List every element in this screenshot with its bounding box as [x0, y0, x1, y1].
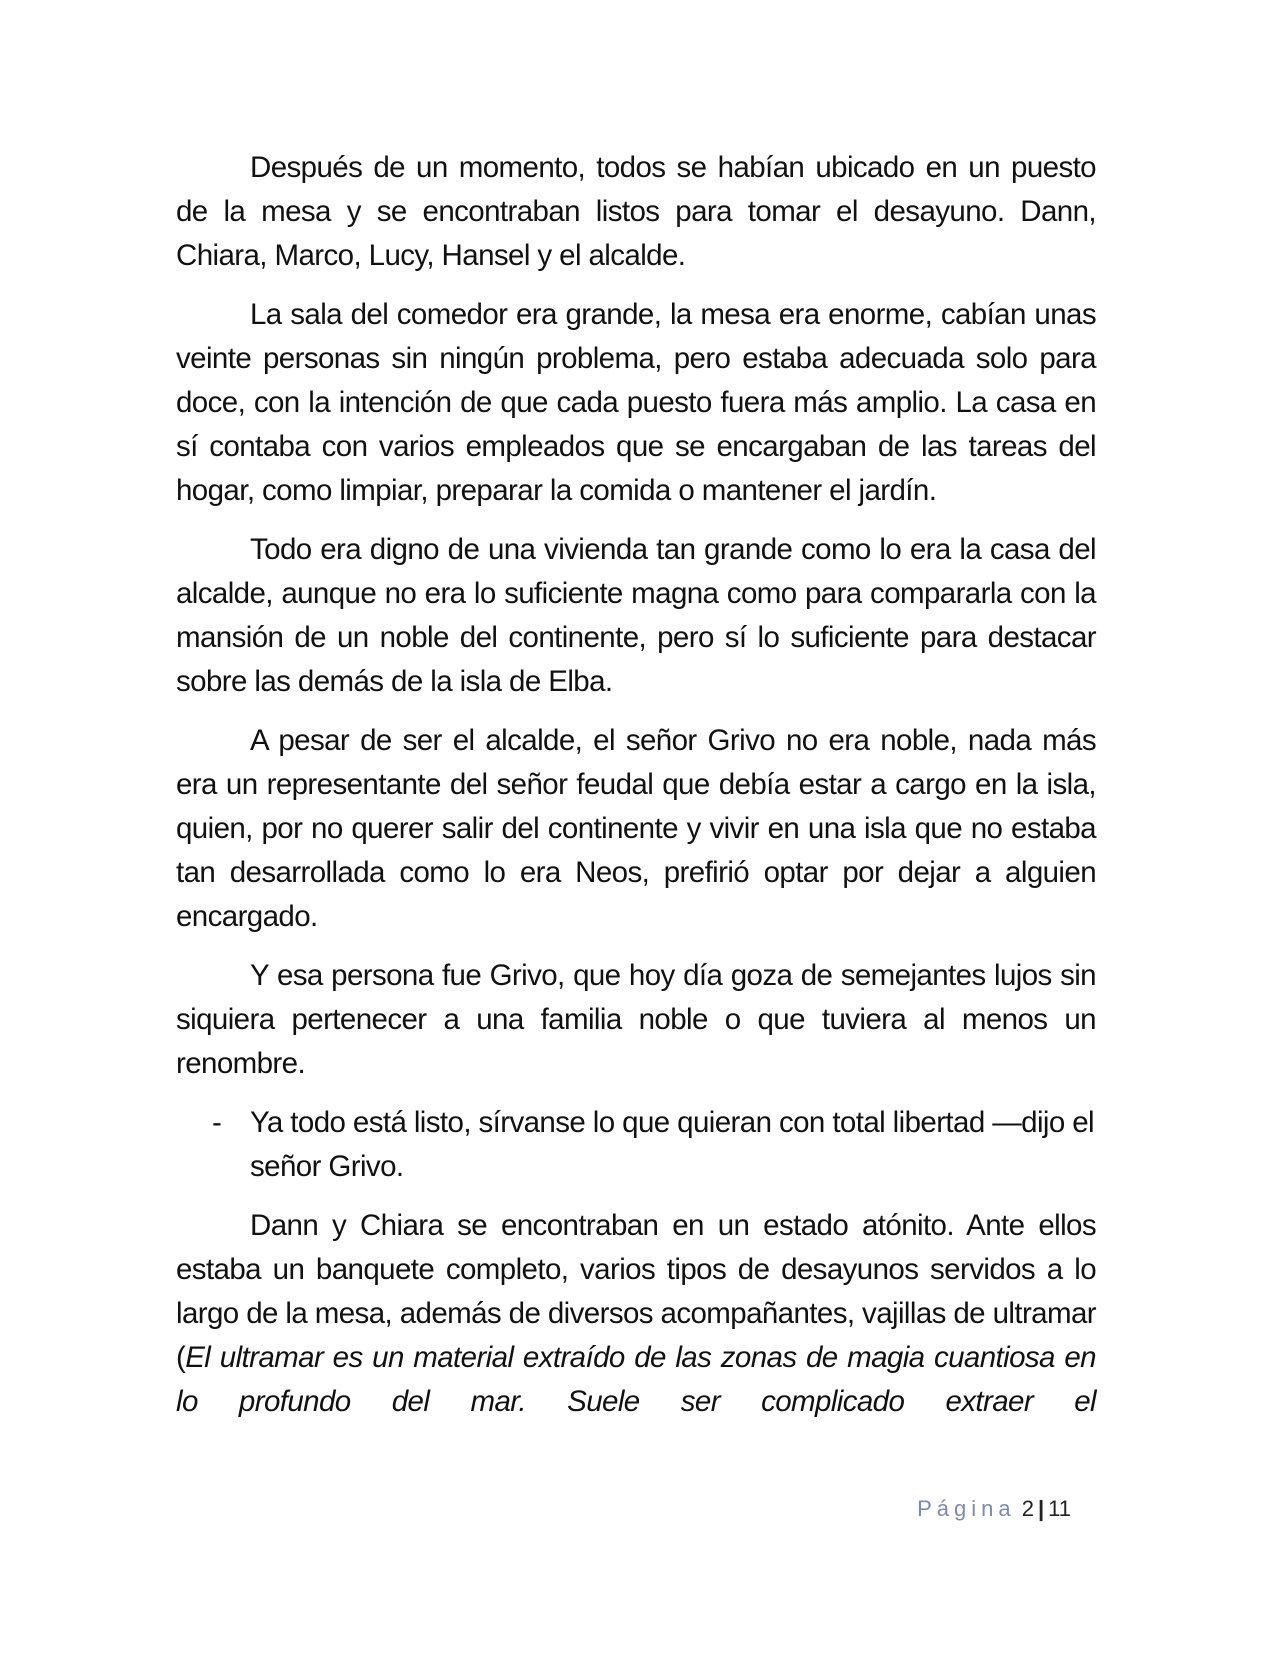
- page-footer: [0, 1494, 1071, 1524]
- paragraph-6-italic: El ultramar es un material extraído de las zonas de magia cuantiosa en lo profundo del mar. Suele ser complicado extraer el: [176, 1341, 1096, 1418]
- page-body: [176, 146, 1096, 1439]
- paragraph-2: La sala del comedor era grande, la mesa era enorme, cabían unas veinte personas sin ningún problema, pero estaba adecuada solo para doce, con la intención de que cada puesto fuera más amplio. La casa en sí contaba con varios empleados que se encargaban de las tareas del hogar, como limpiar, preparar la comida o mantener el jardín.: [176, 298, 1096, 507]
- page-separator: |: [1038, 1496, 1045, 1521]
- dialogue-line: [176, 1101, 1096, 1189]
- total-pages: 11: [1048, 1496, 1071, 1521]
- paragraph-1: Después de un momento, todos se habían ubicado en un puesto de la mesa y se encontraban listos para tomar el desayuno. Dann, Chiara, Marco, Lucy, Hansel y el alcalde.: [176, 151, 1096, 272]
- dialogue-dash: -: [212, 1106, 222, 1139]
- paragraph-3: Todo era digno de una vivienda tan grande como lo era la casa del alcalde, aunque no era lo suficiente magna como para compararla con la mansión de un noble del continente, pero sí lo suficiente para destacar sobre las demás de la isla de Elba.: [176, 533, 1096, 698]
- page-label: Página: [917, 1496, 1016, 1521]
- current-page-number: 2: [1021, 1496, 1034, 1521]
- paragraph-5: Y esa persona fue Grivo, que hoy día goza de semejantes lujos sin siquiera pertenecer a una familia noble o que tuviera al menos un renombre.: [176, 959, 1096, 1080]
- dialogue-text: Ya todo está listo, sírvanse lo que quieran con total libertad —dijo el señor Grivo.: [250, 1106, 1095, 1183]
- paragraph-4: A pesar de ser el alcalde, el señor Grivo no era noble, nada más era un representante del señor feudal que debía estar a cargo en la isla, quien, por no querer salir del continente y vivir en una isla que no estaba tan desarrollada como lo era Neos, prefirió optar por dejar a alguien encargado.: [176, 724, 1096, 933]
- paragraph-6: [176, 1204, 1096, 1424]
- paragraph-6-regular: Dann y Chiara se encontraban en un estado atónito. Ante ellos estaba un banquete completo, varios tipos de desayunos servidos a lo largo de la mesa, además de diversos acompañantes, vajillas de ultramar (: [176, 1209, 1096, 1374]
